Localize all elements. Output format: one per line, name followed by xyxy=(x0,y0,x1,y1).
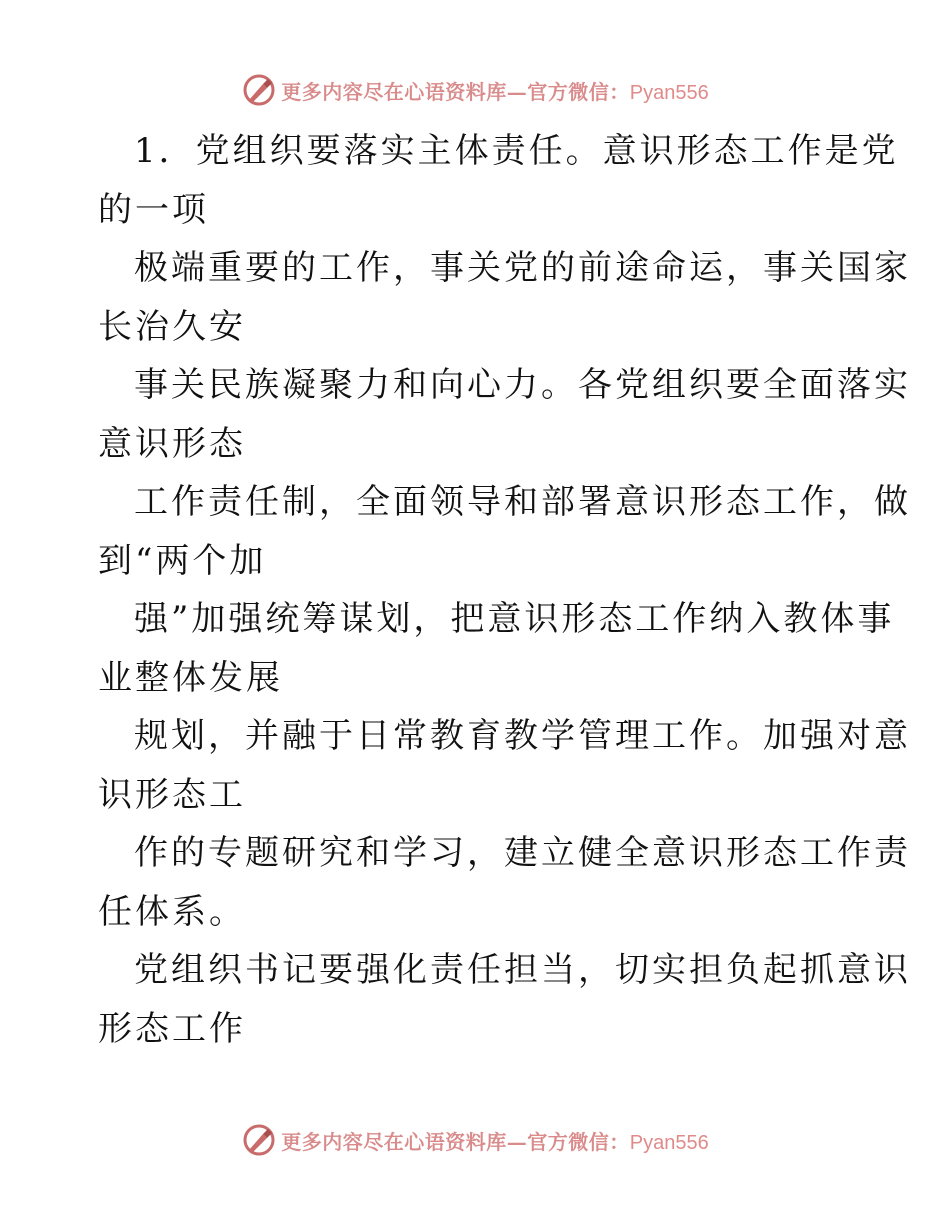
watermark-site-text: 更多内容尽在心语资料库—官方微信： xyxy=(281,1129,630,1154)
document-body xyxy=(98,122,911,1058)
footer-watermark xyxy=(0,1120,950,1160)
text-line: 到“两个加 xyxy=(98,540,267,581)
text-line: 事关民族凝聚力和向心力。各党组织要全面落实 xyxy=(134,365,911,405)
watermark-wechat-id: Pyan556 xyxy=(629,81,709,104)
watermark-wechat-id: Pyan556 xyxy=(629,1131,709,1154)
watermark-site-text: 更多内容尽在心语资料库—官方微信： xyxy=(281,79,630,104)
text-line: 1．党组织要落实主体责任。意识形态工作是党 xyxy=(134,131,899,171)
header-watermark xyxy=(0,70,950,110)
watermark-text xyxy=(281,76,708,105)
text-line: 意识形态 xyxy=(98,423,246,464)
text-line: 极端重要的工作，事关党的前途命运，事关国家 xyxy=(134,248,911,288)
text-line: 规划，并融于日常教育教学管理工作。加强对意 xyxy=(134,716,911,756)
text-line: 强”加强统筹谋划，把意识形态工作纳入教体事 xyxy=(134,599,895,639)
text-line: 的一项 xyxy=(98,189,209,230)
text-line: 任体系。 xyxy=(98,891,246,932)
text-line: 工作责任制，全面领导和部署意识形态工作，做 xyxy=(134,482,911,522)
pen-logo-icon xyxy=(241,1122,277,1158)
text-line: 识形态工 xyxy=(98,774,246,815)
text-line: 业整体发展 xyxy=(98,657,283,698)
text-line: 党组织书记要强化责任担当，切实担负起抓意识 xyxy=(134,950,911,990)
text-line: 作的专题研究和学习，建立健全意识形态工作责 xyxy=(134,833,911,873)
text-line: 长治久安 xyxy=(98,306,246,347)
pen-logo-icon xyxy=(241,72,277,108)
watermark-text xyxy=(281,1126,708,1155)
text-line: 形态工作 xyxy=(98,1008,246,1049)
